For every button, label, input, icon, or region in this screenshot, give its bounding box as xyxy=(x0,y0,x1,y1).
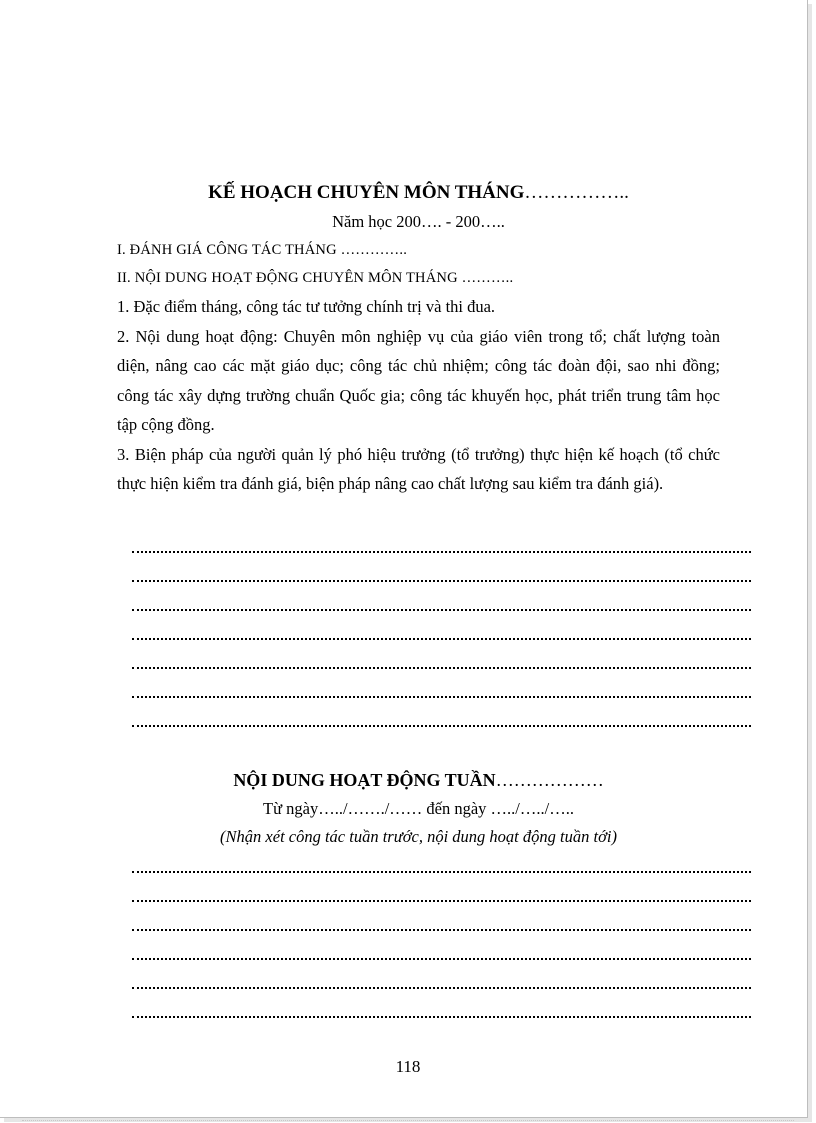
section-1-heading: I. ĐÁNH GIÁ CÔNG TÁC THÁNG ………….. xyxy=(117,242,408,258)
writing-line[interactable] xyxy=(132,675,751,704)
weekly-note: (Nhận xét công tác tuần trước, nội dung hoạt động tuần tới) xyxy=(220,827,617,846)
weekly-section xyxy=(117,765,720,851)
weekly-title xyxy=(117,765,720,795)
writing-line[interactable] xyxy=(132,966,751,995)
writing-line[interactable] xyxy=(132,704,751,733)
plan-title-text: KẾ HOẠCH CHUYÊN MÔN THÁNG xyxy=(208,182,525,203)
weekly-title-text: NỘI DUNG HOẠT ĐỘNG TUẦN xyxy=(233,770,496,790)
item-2: 2. Nội dung hoạt động: Chuyên môn nghiệp vụ của giáo viên trong tổ; chất lượng toàn diện, nâng cao các mặt giáo dục; công tác chủ nhiệm; công tác đoàn đội, sao nhi đồng; công tác xây dựng trường chuẩn Quốc gia; công tác khuyến học, phát triển trung tâm học tập cộng đồng. xyxy=(117,326,720,434)
weekly-title-dots: ……………… xyxy=(495,770,604,790)
writing-line[interactable] xyxy=(132,588,751,617)
page-bottom-divider xyxy=(22,1120,794,1121)
monthly-writing-lines xyxy=(132,530,751,733)
weekly-date-range: Từ ngày…../……./…… đến ngày …../…../….. xyxy=(263,799,574,818)
item-3: 3. Biện pháp của người quản lý phó hiệu trưởng (tổ trưởng) thực hiện kế hoạch (tổ chức thực hiện kiểm tra đánh giá, biện pháp nâng cao chất lượng sau kiểm tra đánh giá). xyxy=(117,444,720,493)
writing-line[interactable] xyxy=(132,559,751,588)
writing-line[interactable] xyxy=(132,937,751,966)
writing-line[interactable] xyxy=(132,617,751,646)
weekly-writing-lines xyxy=(132,850,751,1024)
writing-line[interactable] xyxy=(132,995,751,1024)
writing-line[interactable] xyxy=(132,908,751,937)
writing-line[interactable] xyxy=(132,850,751,879)
writing-line[interactable] xyxy=(132,646,751,675)
page-number: 118 xyxy=(395,1057,421,1076)
school-year: Năm học 200…. - 200….. xyxy=(332,212,505,231)
section-2-heading: II. NỘI DUNG HOẠT ĐỘNG CHUYÊN MÔN THÁNG ……….. xyxy=(117,270,514,286)
writing-line[interactable] xyxy=(132,530,751,559)
monthly-plan-section xyxy=(117,178,720,499)
writing-line[interactable] xyxy=(132,879,751,908)
plan-title-dots: …………….. xyxy=(524,182,629,203)
item-1: 1. Đặc điểm tháng, công tác tư tưởng chính trị và thi đua. xyxy=(117,297,496,316)
plan-title xyxy=(117,178,720,208)
